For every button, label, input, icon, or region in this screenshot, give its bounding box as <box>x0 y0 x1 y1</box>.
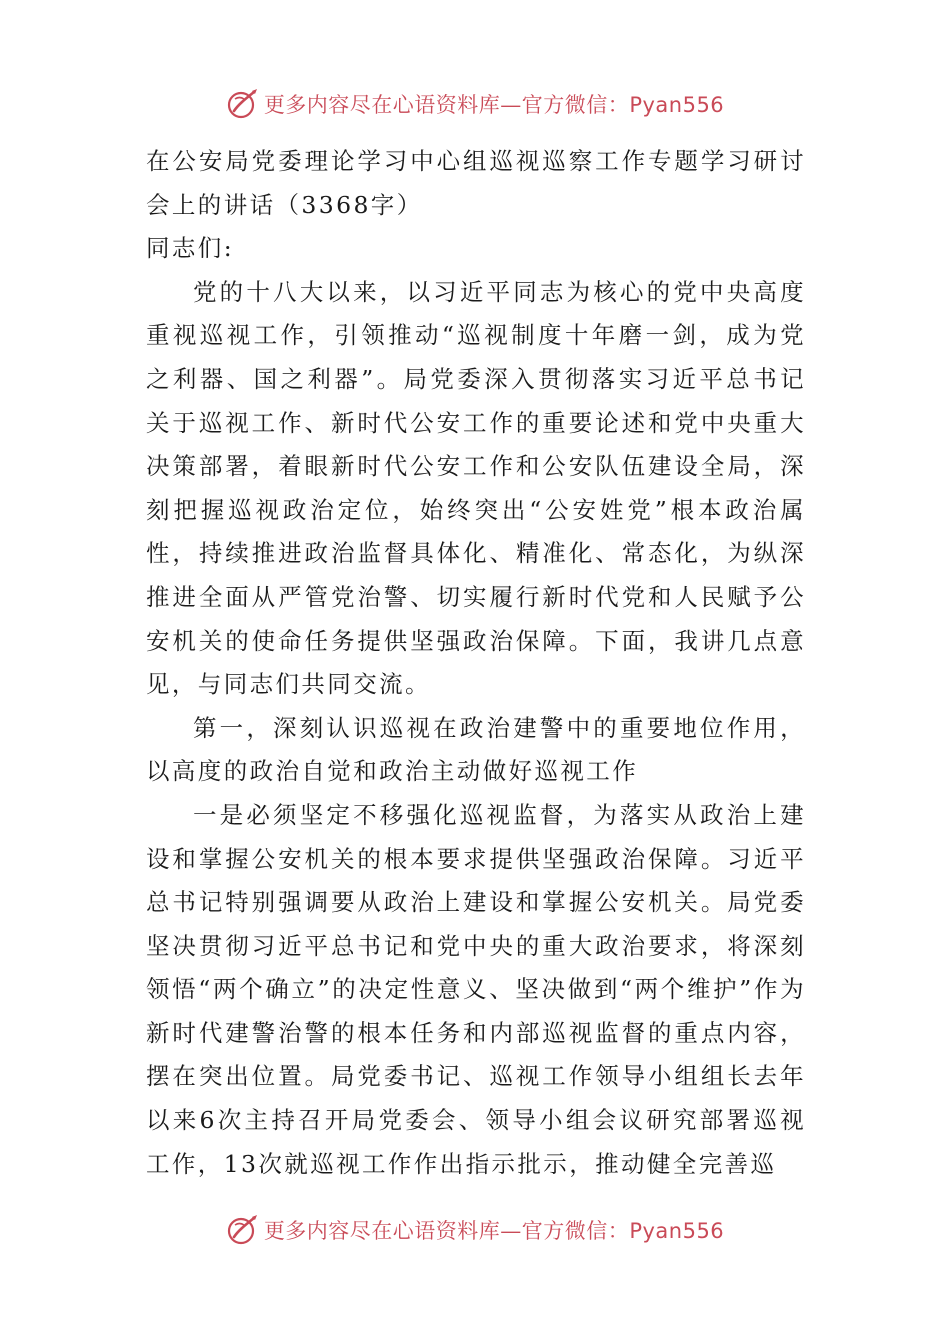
header-watermark-banner <box>0 84 950 124</box>
document-title: 在公安局党委理论学习中心组巡视巡察工作专题学习研讨会上的讲话（3368字） <box>146 147 806 219</box>
paragraph-intro: 党的十八大以来，以习近平同志为核心的党中央高度重视巡视工作，引领推动“巡视制度十年磨一剑，成为党之利器、国之利器”。局党委深入贯彻落实习近平总书记关于巡视工作、新时代公安工作的重要论述和党中央重大决策部署，着眼新时代公安工作和公安队伍建设全局，深刻把握巡视政治定位，始终突出“公安姓党”根本政治属性，持续推进政治监督具体化、精准化、常态化，为纵深推进全面从严管党治警、切实履行新时代党和人民赋予公安机关的使命任务提供坚强政治保障。下面，我讲几点意见，与同志们共同交流。 <box>146 277 806 699</box>
watermark-text: 更多内容尽在心语资料库—官方微信：Pyan556 <box>263 93 725 117</box>
watermark-text: 更多内容尽在心语资料库—官方微信：Pyan556 <box>263 1219 725 1243</box>
pen-logo-icon <box>226 1213 260 1247</box>
document-body <box>146 140 806 1186</box>
salutation: 同志们: <box>146 234 235 263</box>
wechat-handle: Pyan556 <box>629 93 725 117</box>
pen-logo-icon <box>226 87 260 121</box>
footer-watermark-banner <box>0 1210 950 1250</box>
wechat-handle: Pyan556 <box>629 1219 725 1243</box>
paragraph-point-one: 一是必须坚定不移强化巡视监督，为落实从政治上建设和掌握公安机关的根本要求提供坚强政治保障。习近平总书记特别强调要从政治上建设和掌握公安机关。局党委坚决贯彻习近平总书记和党中央的重大政治要求，将深刻领悟“两个确立”的决定性意义、坚决做到“两个维护”作为新时代建警治警的根本任务和内部巡视监督的重点内容，摆在突出位置。局党委书记、巡视工作领导小组组长去年以来6次主持召开局党委会、领导小组会议研究部署巡视工作，13次就巡视工作作出指示批示，推动健全完善巡 <box>146 800 806 1178</box>
section-heading-first: 第一，深刻认识巡视在政治建警中的重要地位作用，以高度的政治自觉和政治主动做好巡视工作 <box>146 713 806 786</box>
